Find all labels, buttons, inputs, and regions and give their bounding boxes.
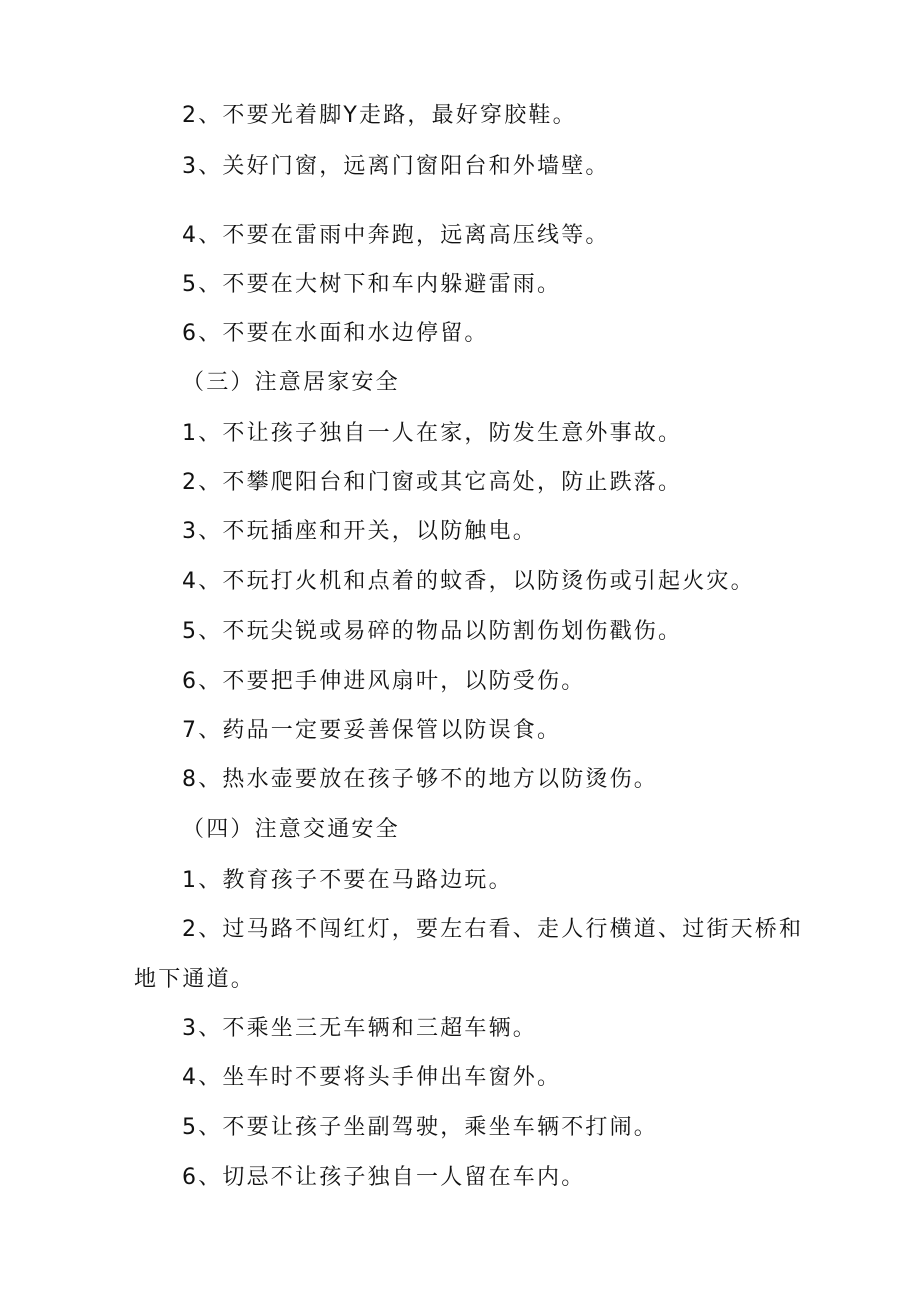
list-item: 2、过马路不闯红灯，要左右看、走人行横道、过街天桥和 xyxy=(182,917,804,942)
list-item: 5、不玩尖锐或易碎的物品以防割伤划伤戳伤。 xyxy=(182,619,683,644)
list-item: 2、不要光着脚Y走路，最好穿胶鞋。 xyxy=(182,103,577,128)
list-item: 4、不要在雷雨中奔跑，远离高压线等。 xyxy=(182,223,610,248)
list-item: 6、切忌不让孩子独自一人留在车内。 xyxy=(182,1165,586,1190)
list-item: 1、教育孩子不要在马路边玩。 xyxy=(182,868,513,893)
list-item: 3、不玩插座和开关，以防触电。 xyxy=(182,519,537,544)
list-item: 4、不玩打火机和点着的蚊香，以防烫伤或引起火灾。 xyxy=(182,569,755,594)
list-item: 4、坐车时不要将头手伸出车窗外。 xyxy=(182,1065,562,1090)
list-item: 1、不让孩子独自一人在家，防发生意外事故。 xyxy=(182,421,683,446)
list-item: 6、不要把手伸进风扇叶，以防受伤。 xyxy=(182,669,586,694)
list-item: 7、药品一定要妥善保管以防误食。 xyxy=(182,718,562,743)
list-item: 2、不攀爬阳台和门窗或其它高处，防止跌落。 xyxy=(182,470,683,495)
section-heading: （三）注意居家安全 xyxy=(182,370,400,395)
section-heading: （四）注意交通安全 xyxy=(182,817,400,842)
list-item: 3、不乘坐三无车辆和三超车辆。 xyxy=(182,1016,537,1041)
list-item: 8、热水壶要放在孩子够不的地方以防烫伤。 xyxy=(182,767,658,792)
list-item: 5、不要在大树下和车内躲避雷雨。 xyxy=(182,272,562,297)
list-item: 5、不要让孩子坐副驾驶，乘坐车辆不打闹。 xyxy=(182,1115,658,1140)
list-item: 3、关好门窗，远离门窗阳台和外墙壁。 xyxy=(182,154,610,179)
list-item: 6、不要在水面和水边停留。 xyxy=(182,321,489,346)
list-item-continuation: 地下通道。 xyxy=(134,967,256,992)
